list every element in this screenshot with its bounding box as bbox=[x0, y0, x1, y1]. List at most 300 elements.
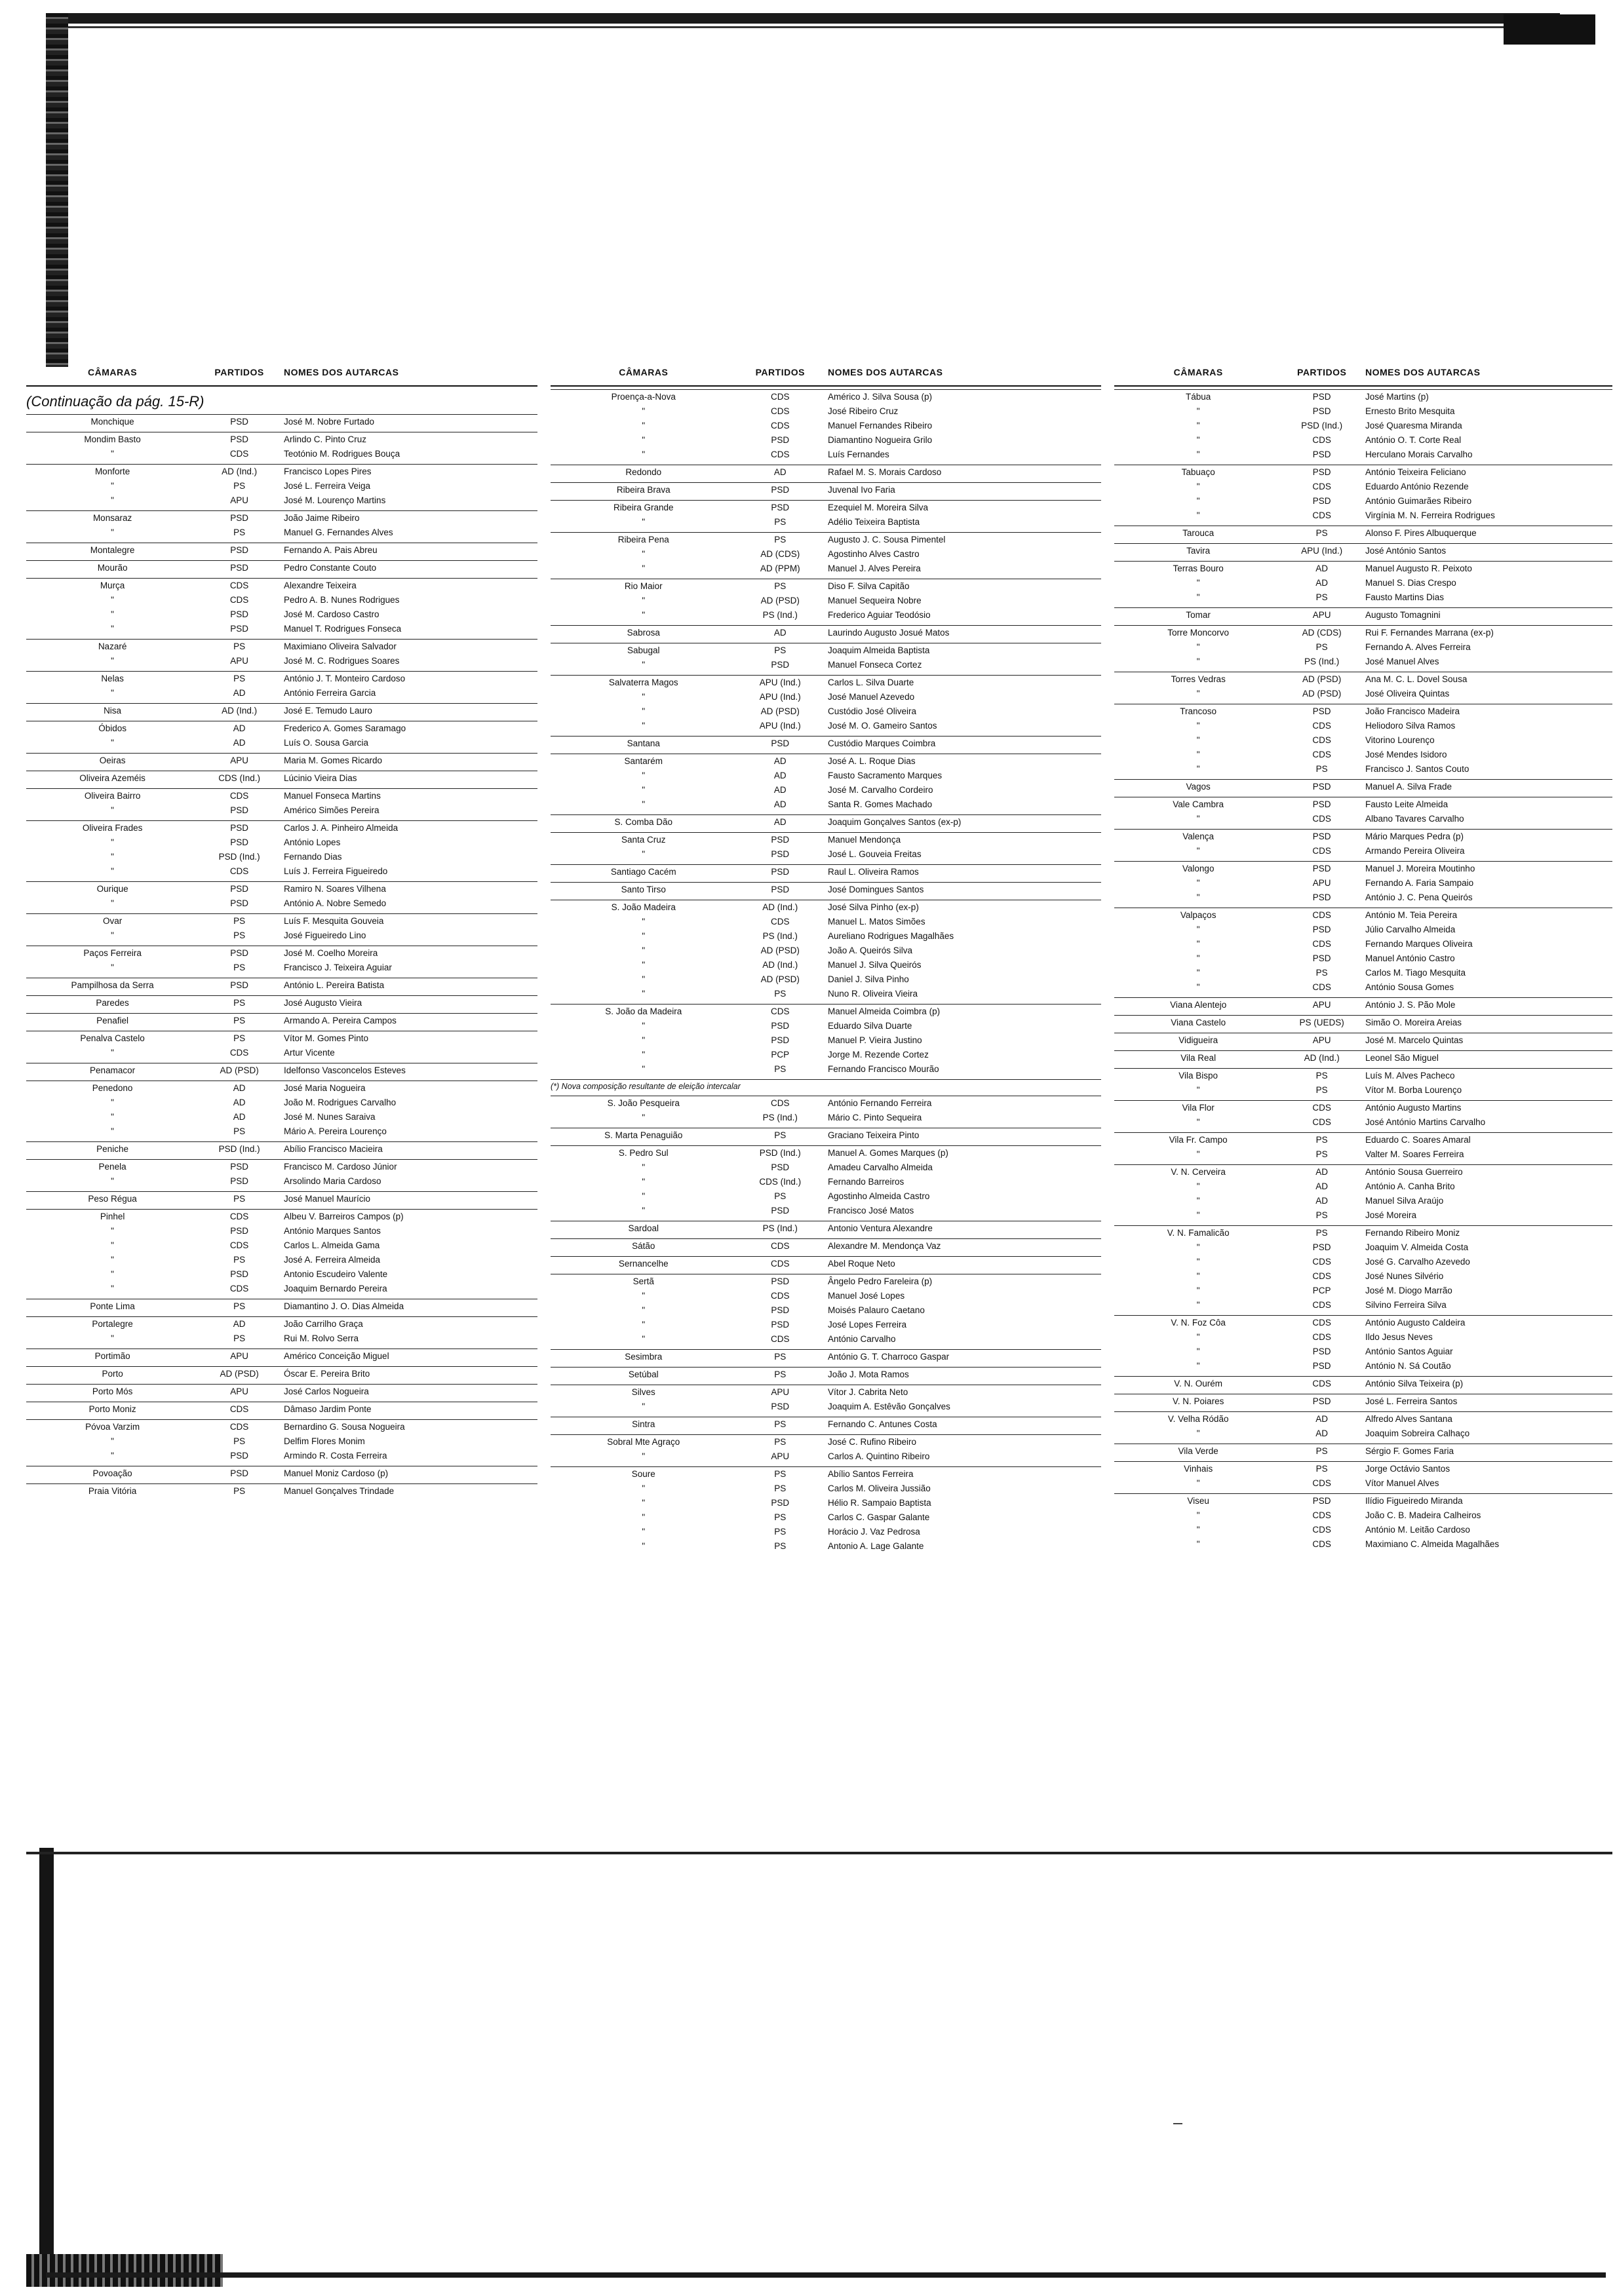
autarca-name: Francisco J. Santos Couto bbox=[1365, 764, 1469, 774]
partido: PS bbox=[233, 1301, 246, 1311]
partido: PSD bbox=[771, 738, 790, 748]
camara-name: " bbox=[642, 946, 646, 955]
camara-name: " bbox=[111, 866, 114, 876]
autarca-name: Fernando C. Antunes Costa bbox=[828, 1419, 937, 1429]
table-row bbox=[26, 560, 537, 575]
partido: CDS bbox=[771, 1291, 790, 1301]
table-row bbox=[1114, 876, 1612, 890]
partido: AD bbox=[1315, 1428, 1329, 1438]
partido: PSD bbox=[230, 1269, 248, 1279]
partido: PSD bbox=[230, 434, 248, 444]
table-row bbox=[1114, 1194, 1612, 1208]
camara-name: " bbox=[111, 837, 114, 847]
autarca-name: António A. Nobre Semedo bbox=[284, 898, 387, 908]
table-row bbox=[1114, 561, 1612, 576]
table-row bbox=[1114, 748, 1612, 762]
partido: PS bbox=[774, 645, 787, 655]
table-row bbox=[551, 1111, 1101, 1125]
camara-name: " bbox=[111, 495, 114, 505]
partido: CDS bbox=[229, 595, 249, 605]
table-row bbox=[1114, 1537, 1612, 1552]
partido: AD (PSD) bbox=[220, 1065, 259, 1075]
table-row bbox=[26, 1013, 537, 1028]
table-row bbox=[1114, 951, 1612, 966]
partido: PS bbox=[1315, 968, 1328, 978]
partido: CDS (Ind.) bbox=[218, 773, 260, 783]
partido: PSD (Ind.) bbox=[759, 1148, 801, 1158]
table-row bbox=[551, 643, 1101, 658]
camara-name: Torres Vedras bbox=[1171, 674, 1226, 684]
camara-name: " bbox=[642, 706, 646, 716]
camara-name: " bbox=[642, 721, 646, 731]
camara-name: Portalegre bbox=[92, 1319, 133, 1329]
autarca-name: Vitorino Lourenço bbox=[1365, 735, 1435, 745]
camara-name: " bbox=[111, 688, 114, 698]
autarca-name: Ernesto Brito Mesquita bbox=[1365, 406, 1455, 416]
camara-name: " bbox=[1196, 642, 1200, 652]
autarca-name: António J. T. Monteiro Cardoso bbox=[284, 674, 406, 683]
partido: PS bbox=[233, 998, 246, 1008]
partido: CDS bbox=[1312, 1257, 1331, 1267]
autarca-name: Manuel J. Moreira Moutinho bbox=[1365, 864, 1475, 873]
table-row bbox=[26, 820, 537, 835]
table-row bbox=[1114, 480, 1612, 494]
autarca-name: Albeu V. Barreiros Campos (p) bbox=[284, 1212, 404, 1221]
camara-name: " bbox=[642, 1162, 646, 1172]
autarca-name: António N. Sá Coutão bbox=[1365, 1361, 1451, 1371]
header-camaras: CÂMARAS bbox=[619, 367, 669, 377]
camara-name: " bbox=[111, 1240, 114, 1250]
partido: APU (Ind.) bbox=[1301, 546, 1343, 556]
table-row bbox=[1114, 1330, 1612, 1345]
table-row bbox=[26, 639, 537, 654]
camara-name: " bbox=[1196, 657, 1200, 666]
camara-name: " bbox=[1196, 953, 1200, 963]
autarca-name: Vítor J. Cabrita Neto bbox=[828, 1387, 908, 1397]
camara-name: " bbox=[642, 989, 646, 999]
camara-name: Nazaré bbox=[98, 641, 127, 651]
autarca-name: António Sousa Gomes bbox=[1365, 982, 1454, 992]
autarca-name: Valter M. Soares Ferreira bbox=[1365, 1149, 1464, 1159]
autarca-name: Fausto Leite Almeida bbox=[1365, 799, 1449, 809]
table-row bbox=[551, 987, 1101, 1001]
partido: CDS (Ind.) bbox=[759, 1177, 802, 1187]
camara-name: " bbox=[1196, 925, 1200, 934]
autarca-name: José Nunes Silvério bbox=[1365, 1271, 1444, 1281]
partido: CDS bbox=[229, 791, 249, 801]
camara-name: " bbox=[642, 1512, 646, 1522]
table-row bbox=[26, 1282, 537, 1296]
partido: PSD (Ind.) bbox=[1301, 421, 1343, 430]
partido: PSD bbox=[230, 1468, 248, 1478]
camara-name: Valença bbox=[1182, 832, 1215, 841]
table-row bbox=[26, 1253, 537, 1267]
table-row bbox=[551, 625, 1101, 640]
camara-name: Setúbal bbox=[628, 1369, 659, 1379]
table-row bbox=[1114, 844, 1612, 858]
autarca-name: António J. S. Pão Mole bbox=[1365, 1000, 1456, 1010]
autarca-name: João A. Queirós Silva bbox=[828, 946, 913, 955]
table-row bbox=[551, 1539, 1101, 1554]
partido: PS bbox=[1315, 1210, 1328, 1220]
partido: PSD bbox=[1312, 496, 1331, 506]
partido: PSD bbox=[230, 1226, 248, 1236]
table-row bbox=[551, 532, 1101, 547]
partido: PS bbox=[1315, 1085, 1328, 1095]
table-row bbox=[1114, 719, 1612, 733]
autarca-name: Luís Fernandes bbox=[828, 450, 889, 459]
header-camaras: CÂMARAS bbox=[1173, 367, 1223, 377]
table-row bbox=[551, 958, 1101, 972]
camara-name: Vila Fr. Campo bbox=[1169, 1135, 1228, 1145]
autarca-name: Custódio José Oliveira bbox=[828, 706, 917, 716]
table-row bbox=[26, 414, 537, 429]
autarca-name: José Quaresma Miranda bbox=[1365, 421, 1462, 430]
camara-name: " bbox=[1196, 814, 1200, 824]
partido: PSD bbox=[1312, 406, 1331, 416]
table-row bbox=[551, 448, 1101, 462]
table-row bbox=[551, 882, 1101, 897]
partido: AD bbox=[1315, 1414, 1329, 1424]
table-row bbox=[551, 1434, 1101, 1449]
partido: PS bbox=[774, 1191, 787, 1201]
camara-name: " bbox=[642, 771, 646, 780]
camara-name: Penafiel bbox=[96, 1016, 128, 1025]
table-row bbox=[26, 1096, 537, 1110]
table-row bbox=[551, 1019, 1101, 1033]
table-row bbox=[551, 562, 1101, 576]
autarca-name: Aureliano Rodrigues Magalhães bbox=[828, 931, 954, 941]
partido: CDS bbox=[229, 1284, 249, 1293]
table-row bbox=[551, 547, 1101, 562]
camara-name: " bbox=[111, 609, 114, 619]
camara-name: Povoação bbox=[92, 1468, 132, 1478]
autarca-name: Pedro A. B. Nunes Rodrigues bbox=[284, 595, 400, 605]
autarca-name: Armando A. Pereira Campos bbox=[284, 1016, 397, 1025]
partido: PSD bbox=[771, 849, 790, 859]
autarca-name: Ilídio Figueiredo Miranda bbox=[1365, 1496, 1463, 1506]
camara-name: " bbox=[111, 1126, 114, 1136]
partido: PS bbox=[774, 1130, 787, 1140]
table-row bbox=[26, 1031, 537, 1046]
table-row bbox=[1114, 1208, 1612, 1223]
table-row bbox=[1114, 861, 1612, 876]
autarca-name: António Augusto Caldeira bbox=[1365, 1318, 1466, 1328]
camara-name: Tavira bbox=[1186, 546, 1211, 556]
partido: AD (PSD) bbox=[220, 1369, 259, 1379]
autarca-name: José Carlos Nogueira bbox=[284, 1387, 369, 1396]
camara-name: " bbox=[642, 1064, 646, 1074]
autarca-name: António Teixeira Feliciano bbox=[1365, 467, 1466, 477]
camara-name: " bbox=[642, 1483, 646, 1493]
autarca-name: José M. Nunes Saraiva bbox=[284, 1112, 376, 1122]
autarca-name: Teotónio M. Rodrigues Bouça bbox=[284, 449, 400, 459]
continuation-note: (Continuação da pág. 15-R) bbox=[26, 393, 204, 410]
camara-name: " bbox=[1196, 1271, 1200, 1281]
table-row bbox=[1114, 543, 1612, 558]
autarca-name: Sérgio F. Gomes Faria bbox=[1365, 1446, 1454, 1456]
autarca-name: Carlos J. A. Pinheiro Almeida bbox=[284, 823, 399, 833]
autarca-name: José M. Carvalho Cordeiro bbox=[828, 785, 933, 795]
table-row bbox=[551, 814, 1101, 830]
camara-name: " bbox=[642, 596, 646, 605]
partido: PS bbox=[233, 1333, 246, 1343]
partido: PS bbox=[1315, 1228, 1328, 1238]
camara-name: " bbox=[111, 1451, 114, 1461]
partido: PS bbox=[233, 963, 246, 972]
partido: CDS bbox=[1312, 1318, 1331, 1328]
table-row bbox=[26, 1331, 537, 1346]
partido: AD bbox=[773, 628, 787, 638]
autarca-name: António J. C. Pena Queirós bbox=[1365, 892, 1473, 902]
camara-name: Vale Cambra bbox=[1173, 799, 1224, 809]
table-row bbox=[551, 1033, 1101, 1048]
autarca-name: Francisco José Matos bbox=[828, 1206, 914, 1215]
partido: PS bbox=[774, 1369, 787, 1379]
table-row bbox=[551, 1256, 1101, 1271]
table-row bbox=[1114, 389, 1612, 404]
camara-name: " bbox=[111, 738, 114, 748]
partido: PS bbox=[233, 1016, 246, 1025]
table-row bbox=[551, 719, 1101, 733]
autarca-name: Alfredo Alves Santana bbox=[1365, 1414, 1452, 1424]
partido: PS bbox=[233, 930, 246, 940]
camara-name: " bbox=[1196, 982, 1200, 992]
table-row bbox=[551, 1289, 1101, 1303]
camara-name: " bbox=[642, 785, 646, 795]
partido: PSD bbox=[230, 1162, 248, 1172]
table-column-2 bbox=[551, 367, 1101, 1554]
autarca-name: António G. T. Charroco Gaspar bbox=[828, 1352, 950, 1362]
autarca-name: Joaquim Bernardo Pereira bbox=[284, 1284, 387, 1293]
partido: PSD bbox=[1312, 450, 1331, 459]
partido: PSD bbox=[230, 1451, 248, 1461]
table-row bbox=[26, 1419, 537, 1434]
table-row bbox=[26, 493, 537, 508]
camara-name: " bbox=[642, 1191, 646, 1201]
table-row bbox=[26, 1124, 537, 1139]
camara-name: " bbox=[642, 406, 646, 416]
partido: PS bbox=[1315, 592, 1328, 602]
camara-name: S. João Pesqueira bbox=[607, 1098, 680, 1108]
autarca-name: Horácio J. Vaz Pedrosa bbox=[828, 1527, 920, 1537]
autarca-name: José L. Ferreira Santos bbox=[1365, 1396, 1458, 1406]
camara-name: Trancoso bbox=[1180, 706, 1217, 716]
partido: CDS bbox=[1312, 482, 1331, 491]
partido: PSD bbox=[771, 1498, 790, 1508]
camara-name: " bbox=[1196, 846, 1200, 856]
partido: CDS bbox=[229, 1422, 249, 1432]
table-row bbox=[1114, 433, 1612, 448]
partido: PS bbox=[774, 989, 787, 999]
autarca-name: Carlos L. Silva Duarte bbox=[828, 678, 914, 687]
autarca-name: Moisés Palauro Caetano bbox=[828, 1305, 925, 1315]
camara-name: " bbox=[642, 1177, 646, 1187]
scan-speck bbox=[1173, 2123, 1182, 2124]
camara-name: " bbox=[1196, 1085, 1200, 1095]
camara-name: " bbox=[642, 421, 646, 430]
autarca-name: Manuel J. Silva Queirós bbox=[828, 960, 922, 970]
table-row bbox=[551, 579, 1101, 594]
partido: CDS bbox=[1312, 1300, 1331, 1310]
autarca-name: Joaquim Gonçalves Santos (ex-p) bbox=[828, 817, 962, 827]
partido: AD bbox=[773, 799, 787, 809]
camara-name: " bbox=[1196, 1149, 1200, 1159]
table-row bbox=[26, 671, 537, 686]
table-row bbox=[551, 1160, 1101, 1175]
camara-name: Praia Vitória bbox=[88, 1486, 137, 1496]
camara-name: Oliveira Azeméis bbox=[79, 773, 146, 783]
camara-name: " bbox=[642, 1291, 646, 1301]
partido: APU bbox=[230, 1351, 248, 1361]
table-row bbox=[1114, 812, 1612, 826]
partido: AD bbox=[233, 688, 246, 698]
camara-name: Torre Moncorvo bbox=[1167, 628, 1230, 638]
partido: CDS bbox=[1312, 1478, 1331, 1488]
table-row bbox=[26, 1224, 537, 1238]
partido: PSD bbox=[771, 867, 790, 877]
autarca-name: Luís J. Ferreira Figueiredo bbox=[284, 866, 388, 876]
autarca-name: António Sousa Guerreiro bbox=[1365, 1167, 1463, 1177]
partido: PS bbox=[774, 1469, 787, 1479]
partido: PSD bbox=[230, 563, 248, 573]
partido: PSD bbox=[1312, 1242, 1331, 1252]
header-partidos: PARTIDOS bbox=[1297, 367, 1347, 377]
partido: AD bbox=[773, 771, 787, 780]
autarca-name: Adélio Teixeira Baptista bbox=[828, 517, 920, 527]
table-row bbox=[26, 607, 537, 622]
camara-name: Vila Flor bbox=[1182, 1103, 1215, 1113]
partido: CDS bbox=[229, 1212, 249, 1221]
table-row bbox=[26, 447, 537, 461]
autarca-name: Pedro Constante Couto bbox=[284, 563, 377, 573]
table-row bbox=[1114, 908, 1612, 923]
partido: PS (Ind.) bbox=[762, 931, 798, 941]
autarca-name: José M. Cardoso Castro bbox=[284, 609, 379, 619]
table-row bbox=[551, 594, 1101, 608]
partido: APU (Ind.) bbox=[759, 721, 801, 731]
partido: PSD bbox=[771, 1402, 790, 1411]
partido: PS bbox=[233, 1436, 246, 1446]
autarca-name: José M. Lourenço Martins bbox=[284, 495, 386, 505]
table-row bbox=[26, 1209, 537, 1224]
camara-name: Paços Ferreira bbox=[83, 948, 142, 958]
autarca-name: Joaquim A. Estêvão Gonçalves bbox=[828, 1402, 950, 1411]
camara-name: " bbox=[111, 1098, 114, 1107]
autarca-name: Manuel Mendonça bbox=[828, 835, 901, 845]
autarca-name: José Domingues Santos bbox=[828, 885, 924, 894]
table-row bbox=[1114, 1345, 1612, 1359]
partido: PSD bbox=[1312, 864, 1331, 873]
camara-name: Vila Real bbox=[1180, 1053, 1216, 1063]
table-row bbox=[551, 1417, 1101, 1432]
autarca-name: Raul L. Oliveira Ramos bbox=[828, 867, 919, 877]
camara-name: Sardoal bbox=[628, 1223, 659, 1233]
table-row bbox=[1114, 1426, 1612, 1441]
partido: CDS bbox=[229, 1404, 249, 1414]
partido: PSD bbox=[230, 948, 248, 958]
partido: PS bbox=[233, 1194, 246, 1204]
partido: PS (Ind.) bbox=[762, 610, 798, 620]
table-row bbox=[26, 1267, 537, 1282]
partido: PS bbox=[774, 1541, 787, 1551]
partido: APU bbox=[1312, 1035, 1331, 1045]
camara-name: Valongo bbox=[1182, 864, 1215, 873]
table-row bbox=[551, 608, 1101, 622]
autarca-name: Bernardino G. Sousa Nogueira bbox=[284, 1422, 405, 1432]
camara-name: " bbox=[642, 549, 646, 559]
table-row bbox=[551, 769, 1101, 783]
table-row bbox=[26, 464, 537, 479]
autarca-name: Virgínia M. N. Ferreira Rodrigues bbox=[1365, 510, 1495, 520]
table-row bbox=[551, 1510, 1101, 1525]
autarca-name: Joaquim V. Almeida Costa bbox=[1365, 1242, 1469, 1252]
table-row bbox=[551, 1238, 1101, 1253]
autarca-name: Mário C. Pinto Sequeira bbox=[828, 1113, 922, 1122]
partido: CDS bbox=[229, 866, 249, 876]
camara-name: Penela bbox=[98, 1162, 126, 1172]
table-row bbox=[26, 1299, 537, 1314]
camara-name: Soure bbox=[631, 1469, 655, 1479]
camara-name: " bbox=[1196, 1196, 1200, 1206]
autarca-name: José Manuel Alves bbox=[1365, 657, 1439, 666]
table-row bbox=[26, 703, 537, 718]
camara-name: " bbox=[1196, 750, 1200, 759]
autarca-name: Armindo R. Costa Ferreira bbox=[284, 1451, 387, 1461]
partido: PSD bbox=[230, 624, 248, 634]
partido: CDS bbox=[229, 581, 249, 590]
column-header bbox=[1114, 367, 1612, 387]
table-row bbox=[1114, 419, 1612, 433]
table-row bbox=[26, 1141, 537, 1157]
autarca-name: Ildo Jesus Neves bbox=[1365, 1332, 1433, 1342]
autarca-name: José M. Diogo Marrão bbox=[1365, 1286, 1452, 1295]
partido: PSD (Ind.) bbox=[218, 852, 260, 862]
camara-name: Sobral Mte Agraço bbox=[607, 1437, 680, 1447]
partido: PS bbox=[233, 527, 246, 537]
table-row bbox=[1114, 997, 1612, 1012]
autarca-name: Fernando Marques Oliveira bbox=[1365, 939, 1473, 949]
table-row bbox=[1114, 1015, 1612, 1030]
autarca-name: Abílio Santos Ferreira bbox=[828, 1469, 914, 1479]
autarca-name: António Guimarães Ribeiro bbox=[1365, 496, 1472, 506]
camara-name: Silves bbox=[631, 1387, 655, 1397]
partido: PS bbox=[774, 1437, 787, 1447]
camara-name: V. N. Cerveira bbox=[1171, 1167, 1226, 1177]
camara-name: " bbox=[642, 610, 646, 620]
table-row bbox=[551, 482, 1101, 497]
autarca-name: Manuel P. Vieira Justino bbox=[828, 1035, 922, 1045]
camara-name: Pinhel bbox=[100, 1212, 125, 1221]
autarca-name: Maria M. Gomes Ricardo bbox=[284, 756, 383, 765]
camara-name: Tabuaço bbox=[1181, 467, 1215, 477]
autarca-name: Maximiano Oliveira Salvador bbox=[284, 641, 397, 651]
autarca-name: António Fernando Ferreira bbox=[828, 1098, 932, 1108]
header-partidos: PARTIDOS bbox=[755, 367, 805, 377]
table-row bbox=[551, 900, 1101, 915]
scan-corner-mark bbox=[1504, 14, 1595, 45]
partido: PSD bbox=[230, 545, 248, 555]
camara-name: Santo Tirso bbox=[621, 885, 666, 894]
partido: PSD bbox=[1312, 392, 1331, 402]
camara-name: " bbox=[642, 435, 646, 445]
partido: AD bbox=[773, 785, 787, 795]
table-row bbox=[551, 1096, 1101, 1111]
autarca-name: Augusto J. C. Sousa Pimentel bbox=[828, 535, 946, 545]
autarca-name: António Silva Teixeira (p) bbox=[1365, 1379, 1464, 1388]
autarca-name: António Marques Santos bbox=[284, 1226, 381, 1236]
camara-name: " bbox=[642, 450, 646, 459]
